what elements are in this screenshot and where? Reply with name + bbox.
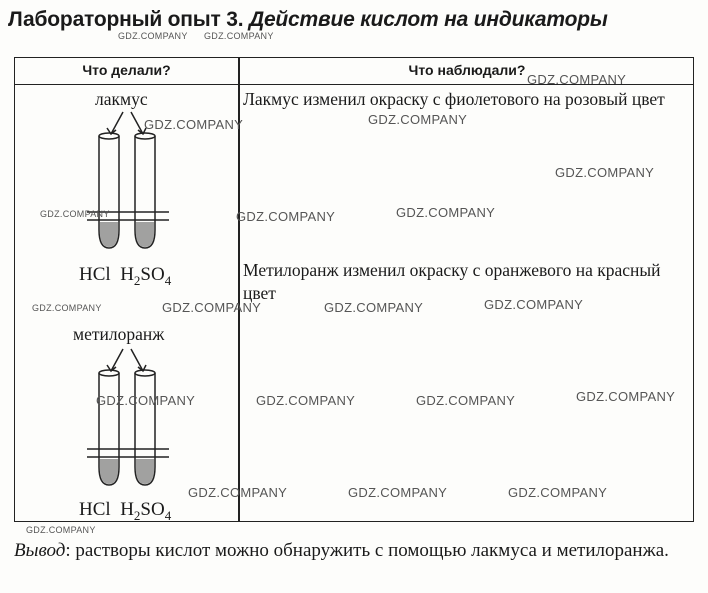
watermark: GDZ.COMPANY: [188, 485, 288, 500]
watermark: GDZ.COMPANY: [204, 31, 274, 41]
watermark: GDZ.COMPANY: [40, 209, 110, 219]
indicator-label-methyl-orange: метилоранж: [73, 324, 165, 344]
conclusion: [14, 538, 704, 564]
watermark: GDZ.COMPANY: [368, 112, 468, 127]
watermark: GDZ.COMPANY: [26, 525, 96, 535]
title-italic: Действие кислот на индикаторы: [248, 8, 608, 31]
test-tubes-litmus: [85, 110, 175, 258]
watermark: GDZ.COMPANY: [324, 300, 424, 315]
watermark: GDZ.COMPANY: [484, 297, 584, 312]
test-tubes-methyl-orange: [85, 347, 175, 495]
watermark: GDZ.COMPANY: [527, 72, 627, 87]
formula-h2so4: $H_2SO_4$: [120, 499, 172, 523]
watermark: GDZ.COMPANY: [96, 393, 196, 408]
watermark: GDZ.COMPANY: [144, 117, 244, 132]
acid-formulas-row1: [79, 264, 171, 289]
observation-methyl-orange: Метилоранж изменил окраску с оранжевого на красный цвет: [243, 260, 661, 303]
watermark: GDZ.COMPANY: [348, 485, 448, 500]
formula-hcl: HCl: [79, 264, 111, 285]
watermark: GDZ.COMPANY: [416, 393, 516, 408]
watermark: GDZ.COMPANY: [162, 300, 262, 315]
watermark: GDZ.COMPANY: [576, 389, 676, 404]
observation-litmus: Лакмус изменил окраску с фиолетового на розовый цвет: [243, 89, 665, 109]
formula-hcl: HCl: [79, 499, 111, 520]
watermark: GDZ.COMPANY: [118, 31, 188, 41]
watermark: GDZ.COMPANY: [508, 485, 608, 500]
watermark: GDZ.COMPANY: [396, 205, 496, 220]
acid-formulas-row2: [79, 499, 171, 524]
experiment-table: [14, 57, 694, 522]
watermark: GDZ.COMPANY: [256, 393, 356, 408]
watermark: GDZ.COMPANY: [555, 165, 655, 180]
formula-h2so4: $H_2SO_4$: [120, 264, 172, 288]
header-what-observed: Что наблюдали?: [408, 62, 526, 78]
watermark: GDZ.COMPANY: [236, 209, 336, 224]
header-what-done: Что делали?: [82, 62, 171, 78]
conclusion-text: : растворы кислот можно обнаружить с помощью лакмуса и метилоранжа.: [65, 540, 669, 561]
watermark: GDZ.COMPANY: [32, 303, 102, 313]
indicator-label-litmus: лакмус: [95, 89, 148, 109]
conclusion-lead: Вывод: [14, 540, 66, 561]
title-prefix: Лабораторный опыт 3.: [8, 8, 249, 31]
page-title: [8, 8, 698, 32]
